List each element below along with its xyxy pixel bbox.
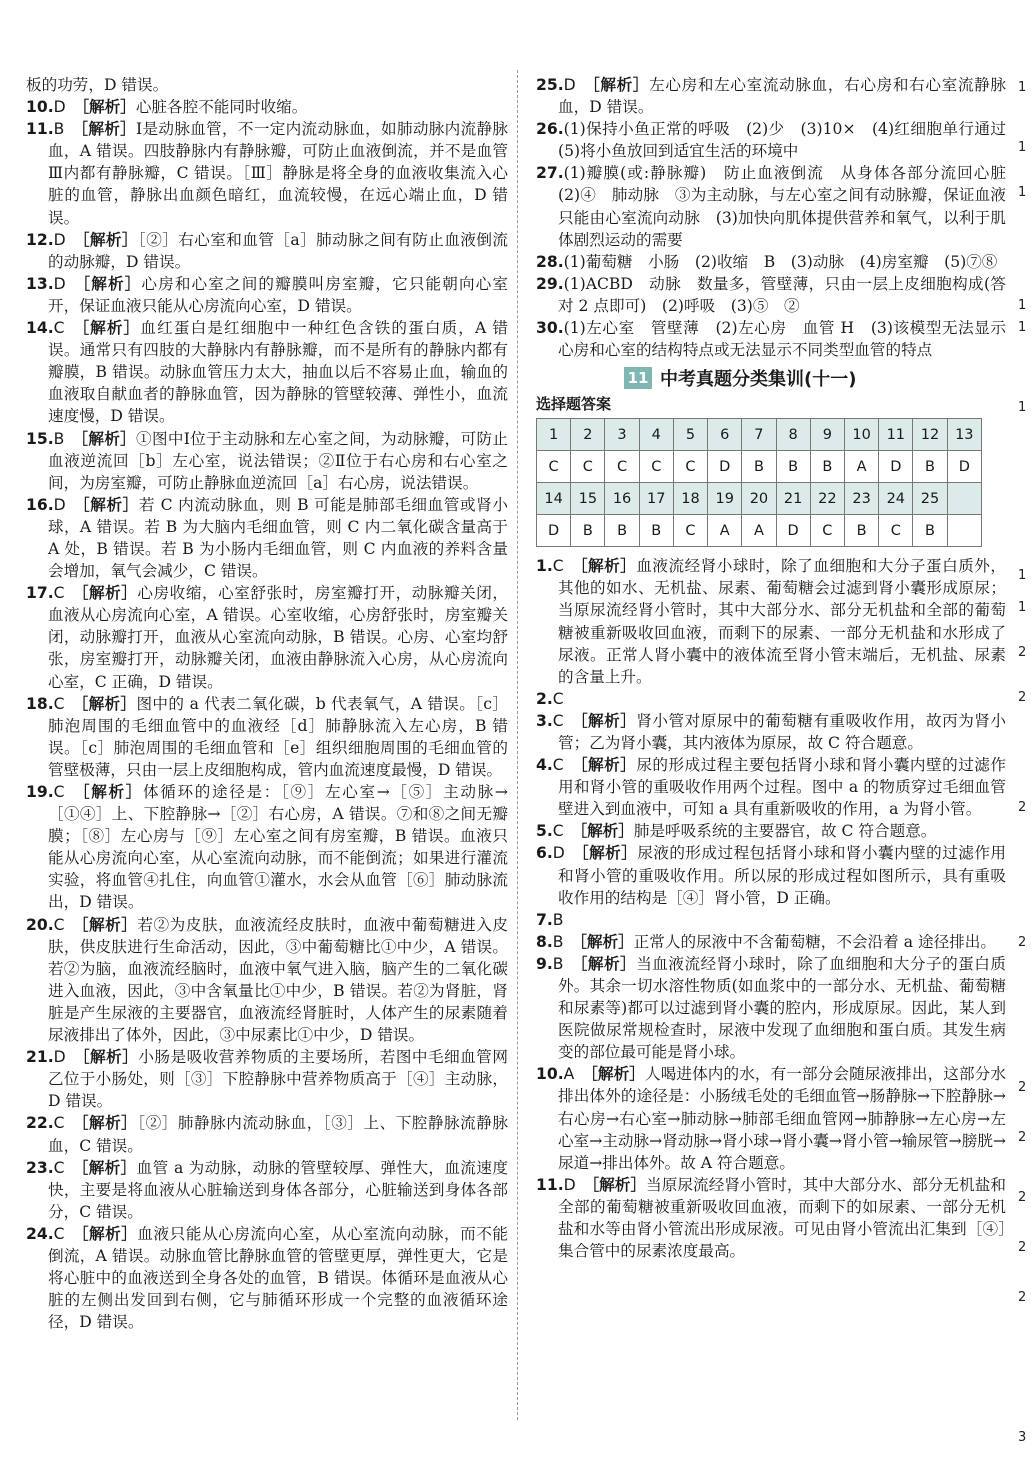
- item-number: 17.: [26, 584, 54, 603]
- edge-fragment: 1: [1018, 400, 1027, 415]
- item-body: (1)瓣膜(或:静脉瓣) 防止血液倒流 从身体各部分流回心脏 (2)④ 肺动脉 ③为主动脉，与左心室之间有动脉瓣，保证血液只能由心室流向动脉 (3)加快向肌体提供营养和氧气，以利于肌体剧烈运动的需要: [558, 164, 1022, 249]
- question-number-cell: 11: [879, 419, 913, 451]
- item-answer: C: [53, 584, 65, 603]
- answer-cell: B: [913, 515, 947, 547]
- item-number: 26.: [536, 120, 564, 139]
- item-number: 6.: [536, 844, 553, 863]
- answer-item: [26, 914, 508, 1047]
- table-row: [537, 451, 982, 483]
- answer-cell: C: [571, 451, 605, 483]
- answer-item: [26, 582, 508, 692]
- analysis-tag: ［解析］: [73, 97, 136, 117]
- answer-cell: D: [947, 451, 981, 483]
- item-number: 5.: [536, 822, 553, 841]
- answer-cell: C: [810, 515, 844, 547]
- answer-cell: B: [571, 515, 605, 547]
- item-answer: D: [53, 98, 66, 117]
- item-number: 22.: [26, 1114, 54, 1133]
- edge-fragment: 2: [1018, 935, 1027, 950]
- answer-cell: B: [776, 451, 810, 483]
- section-number-badge: 11: [624, 367, 652, 389]
- item-number: 3.: [536, 711, 553, 730]
- answer-item: [536, 1174, 1006, 1262]
- item-number: 23.: [26, 1158, 54, 1177]
- answer-item: [26, 494, 508, 582]
- answer-cell: D: [537, 515, 571, 547]
- left-column: [26, 74, 508, 1333]
- answer-cell: B: [605, 515, 639, 547]
- question-number-cell: 3: [605, 419, 639, 451]
- analysis-tag: ［解析］: [583, 75, 650, 94]
- edge-fragment: 1: [1018, 298, 1027, 313]
- answer-item: [26, 96, 508, 118]
- item-number: 10.: [26, 98, 54, 117]
- analysis-tag: ［解析］: [72, 119, 137, 139]
- answer-item: [26, 1046, 508, 1112]
- answer-item: [26, 273, 508, 317]
- item-body: (1)左心室 管壁薄 (2)左心房 血管 H (3)该模型无法显示心房和心室的结构特点或无法显示不同类型血管的特点: [558, 319, 1006, 360]
- item-answer: A: [563, 1065, 575, 1084]
- analysis-tag: ［解析］: [583, 1174, 647, 1194]
- item-body: 若 C 内流动脉血，则 B 可能是肺部毛细血管或肾小球，A 错误。若 B 为大脑内毛细血管，则 C 内二氧化碳含量高于 A 处，B 错误。若 B 为小肠内毛细血管，则 C 内血液的养料含量会增加，氧气会减少，C 错误。: [48, 495, 508, 581]
- edge-fragment: 2: [1018, 645, 1027, 660]
- answer-item: [536, 317, 1006, 361]
- item-answer: C: [552, 711, 564, 730]
- item-number: 11.: [536, 1175, 564, 1194]
- item-number: 8.: [536, 932, 553, 951]
- analysis-tag: ［解析］: [72, 693, 137, 713]
- item-body: 血液流经肾小球时，除了血细胞和大分子蛋白质外，其他的如水、无机盐、尿素、葡萄糖会过滤到肾小囊形成原尿；当原尿流经肾小管时，其中大部分水、部分无机盐和全部的葡萄糖被重新吸收回血液，而剩下的尿素、一部分无机盐和水形成了尿液。正常人肾小囊中的液体流至肾小管末端后，无机盐、尿素的含量上升。: [558, 557, 1006, 686]
- answer-cell: C: [673, 515, 707, 547]
- answer-item: [26, 74, 508, 96]
- section-title: 中考真题分类集训(十一): [660, 369, 857, 391]
- item-number: 10.: [536, 1065, 564, 1084]
- analysis-tag: ［解析］: [571, 931, 634, 951]
- analysis-tag: ［解析］: [571, 953, 637, 973]
- answer-item: [536, 953, 1006, 1063]
- item-number: 29.: [536, 274, 564, 293]
- item-answer: C: [552, 689, 564, 708]
- item-body: 心房收缩，心室舒张时，房室瓣打开，动脉瓣关闭，血液从心房流向心室，A 错误。心室收缩，心房舒张时，房室瓣关闭，动脉瓣打开，血液从心室流向动脉，B 错误。心房、心室均舒张，房室瓣打开，动脉瓣关闭，血液由静脉流入心房，从心房流向心室，C 正确，D 错误。: [48, 584, 508, 691]
- item-body: 当血液流经肾小球时，除了血细胞和大分子的蛋白质外。其余一切水溶性物质(如血浆中的一部分水、无机盐、葡萄糖和尿素等)都可以过滤到肾小囊的腔内，形成原尿。因此，某人到医院做尿常规检查时，尿液中发现了血细胞和蛋白质。其发生病变的部位最可能是肾小球。: [558, 954, 1006, 1062]
- item-body: (1)保持小鱼正常的呼吸 (2)少 (3)10× (4)红细胞单行通过 (5)将小鱼放回到适宜生活的环境中: [558, 120, 1022, 161]
- analysis-tag: ［解析］: [72, 583, 138, 603]
- analysis-tag: ［解析］: [73, 229, 138, 249]
- question-number-cell: 23: [844, 483, 878, 515]
- analysis-tag: ［解析］: [72, 782, 143, 801]
- item-number: 28.: [536, 252, 564, 271]
- answer-item: [536, 273, 1006, 317]
- question-number-cell: 14: [537, 483, 571, 515]
- table-row: [537, 483, 982, 515]
- edge-fragment: 2: [1018, 1190, 1027, 1205]
- item-body: 正常人的尿液中不含葡萄糖，不会沿着 a 途径排出。: [633, 932, 996, 951]
- question-number-cell: 25: [913, 483, 947, 515]
- question-number-cell: 5: [673, 419, 707, 451]
- item-answer: C: [53, 694, 65, 713]
- item-answer: C: [53, 1224, 65, 1243]
- item-answer: D: [53, 1048, 66, 1067]
- answer-item: [26, 428, 508, 494]
- analysis-tag: ［解析］: [72, 1157, 137, 1177]
- answer-cell: B: [639, 515, 673, 547]
- question-number-cell: 2: [571, 419, 605, 451]
- item-body: 血红蛋白是红细胞中一种红色含铁的蛋白质，A 错误。通常只有四肢的大静脉内有静脉瓣，而不是所有的静脉内都有瓣膜，B 错误。动脉血管压力太大，抽血以后不容易止血，输血的血液取自献血者的静脉血管，因为静脉的管壁较薄、弹性小，血流速度慢，D 错误。: [48, 319, 508, 426]
- answer-item: [26, 118, 508, 228]
- item-number: 21.: [26, 1048, 54, 1067]
- item-answer: D: [563, 76, 576, 94]
- item-answer: C: [552, 822, 564, 841]
- answer-table: [536, 418, 982, 547]
- item-number: 18.: [26, 694, 54, 713]
- answer-item: [26, 693, 508, 781]
- answer-item: [536, 74, 1006, 118]
- item-answer: B: [552, 954, 564, 973]
- question-number-cell: 21: [776, 483, 810, 515]
- item-body: ［②］肺静脉内流动脉血，［③］上、下腔静脉流静脉血，C 错误。: [48, 1114, 508, 1155]
- analysis-tag: ［解析］: [582, 1064, 645, 1084]
- question-number-cell: 6: [708, 419, 742, 451]
- question-number-cell: 16: [605, 483, 639, 515]
- answer-item: [536, 1063, 1006, 1173]
- item-body: 心脏各腔不能同时收缩。: [135, 98, 308, 117]
- item-number: 30.: [536, 319, 564, 338]
- analysis-tag: ［解析］: [571, 556, 637, 576]
- item-body: 体循环的途径是：［⑨］左心室→［⑤］主动脉→［①④］上、下腔静脉→［②］右心房，A 错误。⑦和⑧之间无瓣膜；［⑧］左心房与［⑨］左心室之间有房室瓣，B 错误。血液只能从心房流向心室，从心室流向动脉，而不能倒流；如果进行灌流实验，将血管④扎住，向血管①灌水，水会从血管［⑥］肺动脉流出，D 错误。: [48, 783, 508, 912]
- edge-fragment: 1: [1018, 140, 1027, 155]
- edge-fragment: 1: [1018, 80, 1027, 95]
- item-answer: C: [53, 1114, 65, 1133]
- item-number: 19.: [26, 783, 54, 801]
- question-number-cell: 22: [810, 483, 844, 515]
- answer-item: [536, 251, 1006, 273]
- item-body: (1)葡萄糖 小肠 (2)收缩 B (3)动脉 (4)房室瓣 (5)⑦⑧: [563, 252, 998, 271]
- item-number: 16.: [26, 495, 54, 514]
- answer-item: [26, 781, 508, 914]
- item-body: 肾小管对原尿中的葡萄糖有重吸收作用，故丙为肾小管；乙为肾小囊，其内液体为原尿，故 C 符合题意。: [558, 711, 1006, 752]
- question-number-cell: 17: [639, 483, 673, 515]
- item-number: 25.: [536, 76, 564, 94]
- item-answer: C: [53, 783, 65, 801]
- question-number-cell: 9: [810, 419, 844, 451]
- item-number: 11.: [26, 120, 54, 139]
- edge-fragment: 1: [1018, 185, 1027, 200]
- answer-cell: C: [673, 451, 707, 483]
- item-answer: C: [53, 1158, 65, 1177]
- answer-item: [536, 118, 1022, 162]
- answer-item: [26, 1157, 508, 1223]
- answer-item: [536, 754, 1006, 820]
- answer-cell: C: [537, 451, 571, 483]
- item-number: 20.: [26, 915, 54, 934]
- question-number-cell: 15: [571, 483, 605, 515]
- question-number-cell: 20: [742, 483, 776, 515]
- question-number-cell: 18: [673, 483, 707, 515]
- answer-item: [536, 688, 1006, 710]
- question-number-cell: 12: [913, 419, 947, 451]
- item-answer: D: [552, 844, 565, 863]
- answer-cell: B: [913, 451, 947, 483]
- item-body: 若②为皮肤，血液流经皮肤时，血液中葡萄糖进入皮肤，供皮肤进行生命活动，因此，③中葡萄糖比①中少，A 错误。若②为脑，血液流经脑时，血液中氧气进入脑，脑产生的二氧化碳进入血液，因此，③中含氧量比①中少，B 错误。若②为肾脏，肾脏是产生尿液的主要器官，血液流经肾脏时，人体产生的尿素随着尿液排出了体外，因此，③中尿素比①中少，D 错误。: [48, 915, 508, 1045]
- analysis-tag: ［解析］: [572, 843, 638, 863]
- answer-table-caption: 选择题答案: [536, 395, 612, 414]
- item-number: 7.: [536, 910, 553, 929]
- item-body: ［②］右心室和血管［a］肺动脉之间有防止血液倒流的动脉瓣，D 错误。: [48, 230, 508, 271]
- table-row: [537, 515, 982, 547]
- answer-item: [536, 710, 1006, 754]
- item-body: 尿的形成过程主要包括肾小球和肾小囊内壁的过滤作用和肾小管的重吸收作用两个过程。图中 a 的物质穿过毛细血管壁进入到血液中，可知 a 具有重新吸收的作用，a 为肾小管。: [558, 756, 1006, 819]
- answer-cell: D: [879, 451, 913, 483]
- item-answer: B: [53, 429, 65, 448]
- edge-fragment: 1: [1018, 600, 1027, 615]
- answer-item: [26, 317, 508, 427]
- item-answer: B: [552, 910, 564, 929]
- answer-cell: A: [844, 451, 878, 483]
- answer-cell: A: [742, 515, 776, 547]
- answer-cell: A: [708, 515, 742, 547]
- edge-fragment: 2: [1018, 690, 1027, 705]
- analysis-tag: ［解析］: [73, 1047, 139, 1067]
- item-number: 1.: [536, 557, 553, 576]
- item-answer: C: [552, 756, 564, 775]
- question-number-cell: 24: [879, 483, 913, 515]
- item-body: 当原尿流经肾小管时，其中大部分水、部分无机盐和全部的葡萄糖被重新吸收回血液，而剩下的如尿素、一部分无机盐和水等由肾小管流出形成尿液。可见由肾小管流出汇集到［④］集合管中的尿素浓度最高。: [558, 1175, 1006, 1261]
- item-body: (1)ACBD 动脉 数量多，管壁薄，只由一层上皮细胞构成(答对 2 点即可) (2)呼吸 (3)⑤ ②: [558, 274, 1006, 315]
- item-body: Ⅰ是动脉血管，不一定内流动脉血，如肺动脉内流静脉血，A 错误。四肢静脉内有静脉瓣，可防止血液倒流，并不是血管Ⅲ内都有静脉瓣，C 错误。［Ⅲ］静脉是将全身的血液收集流入心脏的血管，静脉出血颜色暗红，血流较慢，在远心端止血，D 错误。: [48, 120, 508, 227]
- item-body: 小肠是吸收营养物质的主要场所，若图中毛细血管网乙位于小肠处，则［③］下腔静脉中营养物质高于［④］主动脉，D 错误。: [48, 1048, 508, 1111]
- analysis-tag: ［解析］: [73, 273, 142, 293]
- item-answer: D: [563, 1175, 576, 1194]
- item-body: 板的功劳，D 错误。: [26, 76, 169, 94]
- right-column: [536, 74, 1022, 1262]
- item-number: 4.: [536, 756, 553, 775]
- answer-cell: B: [844, 515, 878, 547]
- answer-item: [536, 555, 1006, 688]
- answer-item: [26, 229, 508, 273]
- question-number-cell: 19: [708, 483, 742, 515]
- analysis-tag: ［解析］: [571, 755, 637, 775]
- question-number-cell: [947, 483, 981, 515]
- answer-cell: C: [639, 451, 673, 483]
- item-number: 13.: [26, 274, 54, 293]
- analysis-tag: ［解析］: [72, 1223, 138, 1243]
- edge-fragment: 2: [1018, 1240, 1027, 1255]
- item-answer: D: [53, 495, 66, 514]
- item-body: ①图中Ⅰ位于主动脉和左心室之间，为动脉瓣，可防止血液逆流回［b］左心室，说法错误；②Ⅱ位于右心房和右心室之间，为房室瓣，可防止静脉血逆流回［a］右心房，说法错误。: [48, 429, 508, 492]
- answer-cell: D: [708, 451, 742, 483]
- question-number-cell: 7: [742, 419, 776, 451]
- item-number: 24.: [26, 1224, 54, 1243]
- answer-cell: C: [879, 515, 913, 547]
- answer-cell: D: [776, 515, 810, 547]
- question-number-cell: 4: [639, 419, 673, 451]
- column-divider: [517, 70, 518, 1420]
- answer-item: [26, 1223, 508, 1333]
- item-answer: C: [53, 319, 65, 338]
- item-body: 人喝进体内的水，有一部分会随尿液排出，这部分水排出体外的途径是：小肠绒毛处的毛细血管→肠静脉→下腔静脉→右心房→右心室→肺动脉→肺部毛细血管网→肺静脉→左心房→左心室→主动脉→肾动脉→肾小球→肾小囊→肾小管→输尿管→膀胱→尿道→排出体外。故 A 符合题意。: [558, 1065, 1006, 1172]
- item-body: 心房和心室之间的瓣膜叫房室瓣，它只能朝向心室开，保证血液只能从心房流向心室，D 错误。: [48, 274, 508, 315]
- edge-fragment: 3: [1018, 1430, 1027, 1445]
- answer-item: [26, 1112, 508, 1156]
- answer-item: [536, 820, 1006, 842]
- item-body: 左心房和左心室流动脉血，右心房和右心室流静脉血，D 错误。: [558, 76, 1006, 117]
- analysis-tag: ［解析］: [72, 914, 138, 934]
- item-number: 2.: [536, 689, 553, 708]
- answer-cell: B: [810, 451, 844, 483]
- question-number-cell: 13: [947, 419, 981, 451]
- edge-fragment: 1: [1018, 320, 1027, 335]
- analysis-tag: ［解析］: [73, 494, 139, 514]
- table-row: [537, 419, 982, 451]
- answer-item: [536, 842, 1006, 908]
- item-answer: B: [53, 120, 65, 139]
- item-answer: D: [53, 230, 66, 249]
- analysis-tag: ［解析］: [571, 710, 637, 730]
- item-answer: C: [53, 915, 65, 934]
- item-number: 14.: [26, 319, 54, 338]
- item-body: 血管 a 为动脉，动脉的管壁较厚、弹性大，血流速度快，主要是将血液从心脏输送到身体各部分，心脏输送到身体各部分，C 错误。: [48, 1158, 508, 1221]
- analysis-tag: ［解析］: [571, 821, 634, 841]
- item-body: 尿液的形成过程包括肾小球和肾小囊内壁的过滤作用和肾小管的重吸收作用。所以尿的形成过程如图所示，具有重吸收作用的结构是［④］肾小管，D 正确。: [558, 844, 1006, 907]
- answer-cell: B: [742, 451, 776, 483]
- item-answer: D: [53, 274, 66, 293]
- answer-item: [536, 931, 1006, 953]
- question-number-cell: 8: [776, 419, 810, 451]
- answer-item: [536, 909, 1006, 931]
- edge-fragment: 1: [1018, 568, 1027, 583]
- analysis-tag: ［解析］: [72, 1113, 138, 1133]
- question-number-cell: 10: [844, 419, 878, 451]
- item-answer: B: [552, 932, 564, 951]
- section-header: [536, 365, 1006, 391]
- edge-fragment: 2: [1018, 1290, 1027, 1305]
- answer-cell: C: [605, 451, 639, 483]
- item-answer: C: [552, 557, 564, 576]
- answer-item: [536, 162, 1022, 250]
- item-number: 15.: [26, 429, 54, 448]
- question-number-cell: 1: [537, 419, 571, 451]
- analysis-tag: ［解析］: [72, 428, 137, 448]
- item-number: 27.: [536, 164, 564, 183]
- item-body: 图中的 a 代表二氧化碳，b 代表氧气，A 错误。［c］肺泡周围的毛细血管中的血液经［d］肺静脉流入左心房，B 错误。［c］肺泡周围的毛细血管和［e］组织细胞周围的毛细血管的管壁极薄，只由一层上皮细胞构成，管内血流速度最慢，D 错误。: [48, 694, 508, 779]
- item-body: 血液只能从心房流向心室，从心室流向动脉，而不能倒流，A 错误。动脉血管比静脉血管的管壁更厚，弹性更大，它是将心脏中的血液送到全身各处的血管，B 错误。体循环是血液从心脏的左侧出发回到右侧，它与肺循环形成一个完整的血液循环途径，D 错误。: [48, 1224, 508, 1332]
- edge-fragment: 2: [1018, 800, 1027, 815]
- analysis-tag: ［解析］: [72, 318, 141, 338]
- item-body: 肺是呼吸系统的主要器官，故 C 符合题意。: [633, 822, 937, 841]
- item-number: 9.: [536, 954, 553, 973]
- edge-fragment: 2: [1018, 1080, 1027, 1095]
- edge-fragment: 2: [1018, 1130, 1027, 1145]
- item-number: 12.: [26, 230, 54, 249]
- answer-cell: [947, 515, 981, 547]
